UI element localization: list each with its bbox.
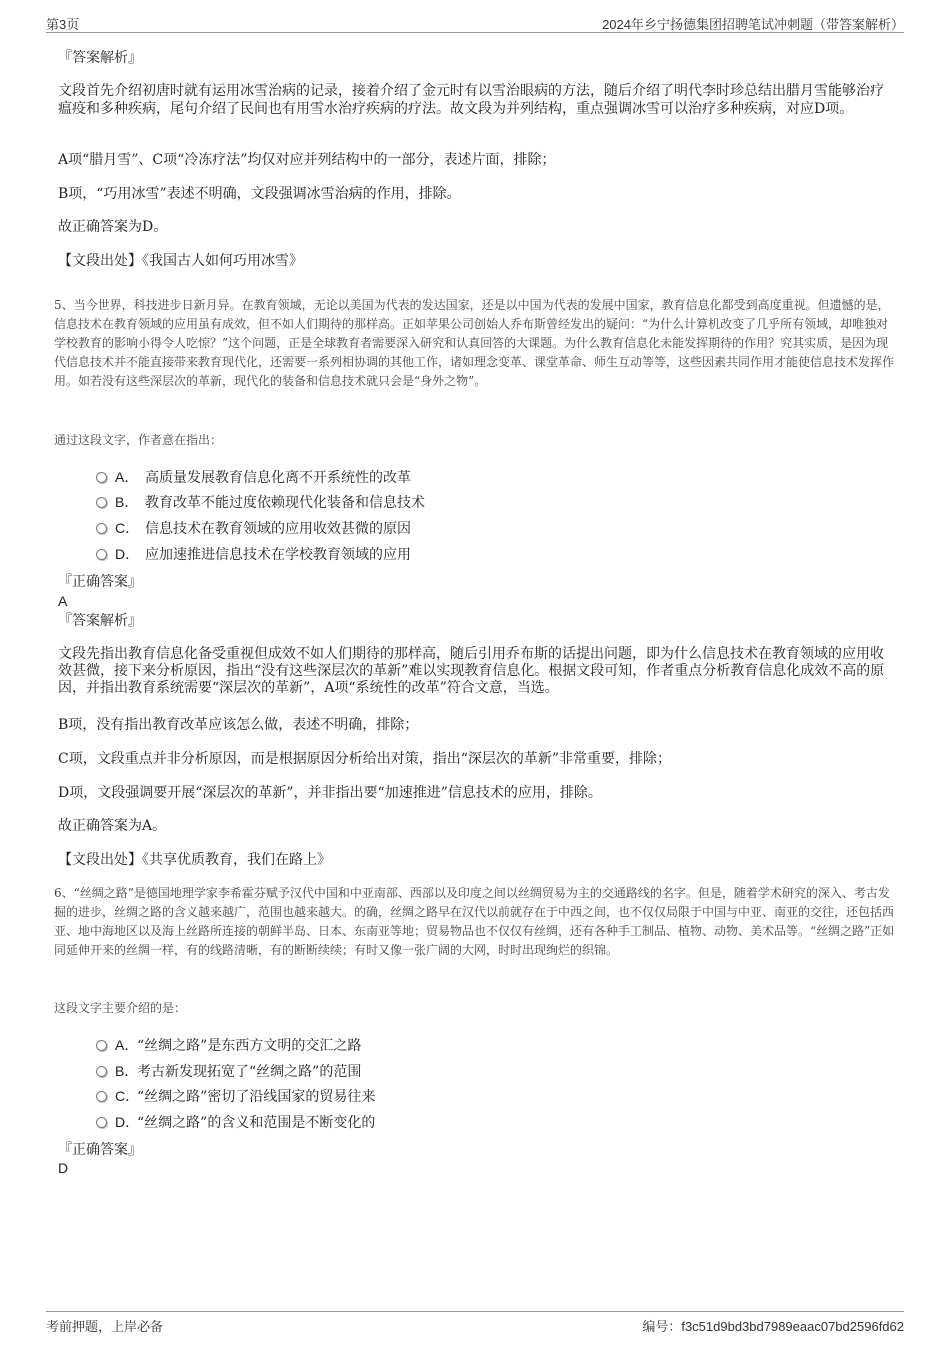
radio-icon[interactable] bbox=[96, 549, 107, 560]
analysis-note-b: B项，没有指出教育改革应该怎么做，表述不明确，排除； bbox=[58, 717, 419, 733]
analysis-heading: 『答案解析』 bbox=[58, 50, 142, 66]
question-5-option-b[interactable]: B． 教育改革不能过度依赖现代化装备和信息技术 bbox=[96, 493, 425, 512]
radio-icon[interactable] bbox=[96, 1066, 107, 1077]
page-number: 第3页 bbox=[46, 17, 80, 32]
question-6-stem: 6、“丝绸之路”是德国地理学家李希霍芬赋予汉代中国和中亚南部、西部以及印度之间以丝绸贸易为主的交通路线的名字。但是，随着学术研究的深入、考古发掘的进步，丝绸之路的含义越来越广，范围也越来越大。的确，丝绸之路早在汉代以前就存在于中西之间，也不仅仅局限于中国与中亚、南亚的交往，还包括西亚、地中海地区以及海上丝路所连接的朝鲜半岛、日本、东南亚等地；贸易物品也不仅仅有丝绸，还有各种手工制品、植物、动物、美术品等。“丝绸之路”正如同延伸开来的丝绸一样，有的线路清晰，有的断断续续；有时又像一张广阔的大网，时时出现绚烂的织锦。 bbox=[54, 886, 895, 957]
source-citation: 【文段出处】《共享优质教育，我们在路上》 bbox=[58, 852, 331, 868]
page-header bbox=[46, 14, 904, 33]
conclusion: 故正确答案为A。 bbox=[58, 818, 167, 834]
question-5-option-a[interactable]: A． 高质量发展教育信息化离不开系统性的改革 bbox=[96, 468, 411, 487]
question-5-option-d[interactable]: D． 应加速推进信息技术在学校教育领域的应用 bbox=[96, 545, 411, 564]
footer-slogan: 考前押题，上岸必备 bbox=[46, 1319, 164, 1334]
question-6-option-d[interactable]: D．“丝绸之路”的含义和范围是不断变化的 bbox=[96, 1113, 375, 1132]
question-6-option-c[interactable]: C．“丝绸之路”密切了沿线国家的贸易往来 bbox=[96, 1087, 375, 1106]
question-5-prompt: 通过这段文字，作者意在指出： bbox=[54, 433, 223, 447]
analysis-note-a-c: A项“腊月雪”、C项“冷冻疗法”均仅对应并列结构中的一部分，表述片面，排除； bbox=[58, 152, 556, 168]
analysis-heading: 『答案解析』 bbox=[58, 613, 142, 629]
source-citation: 【文段出处】《我国古人如何巧用冰雪》 bbox=[58, 253, 303, 269]
document-title: 2024年乡宁扬德集团招聘笔试冲刺题（带答案解析） bbox=[602, 17, 904, 32]
answer-heading: 『正确答案』 bbox=[58, 574, 142, 590]
question-5-option-c[interactable]: C． 信息技术在教育领域的应用收效甚微的原因 bbox=[96, 519, 411, 538]
correct-answer: D bbox=[58, 1160, 69, 1176]
analysis-paragraph: 文段先指出教育信息化备受重视但成效不如人们期待的那样高，随后引用乔布斯的话提出问题，即为什么信息技术在教育领域的应用收效甚微，接下来分析原因，指出“没有这些深层次的革新”难以实现教育信息化。根据文段可知，作者重点分析教育信息化成效不高的原因，并指出教育系统需要“深层次的革新”，A项“系统性的改革”符合文意，当选。 bbox=[58, 646, 885, 696]
question-5-stem: 5、当今世界，科技进步日新月异。在教育领域，无论以美国为代表的发达国家，还是以中国为代表的发展中国家，教育信息化都受到高度重视。但遗憾的是，信息技术在教育领域的应用虽有成效，但不如人们期待的那样高。正如苹果公司创始人乔布斯曾经发出的疑问：“为什么计算机改变了几乎所有领域，却唯独对学校教育的影响小得令人吃惊？”这个问题，正是全球教育者需要深入研究和认真回答的大课题。为什么教育信息化未能发挥期待的作用？究其实质，是因为现代信息技术并不能直接带来教育现代化，还需要一系列相协调的其他工作，诸如理念变革、课堂革命、师生互动等等，这些因素共同作用才能使信息技术发挥作用。如若没有这些深层次的革新，现代化的装备和信息技术就只会是“身外之物”。 bbox=[54, 298, 895, 388]
analysis-note-d: D项，文段强调要开展“深层次的革新”，并非指出要“加速推进”信息技术的应用，排除。 bbox=[58, 785, 602, 801]
question-6-option-b[interactable]: B．考古新发现拓宽了“丝绸之路”的范围 bbox=[96, 1062, 361, 1081]
correct-answer: A bbox=[58, 593, 68, 609]
page-footer bbox=[46, 1311, 904, 1334]
radio-icon[interactable] bbox=[96, 472, 107, 483]
radio-icon[interactable] bbox=[96, 1091, 107, 1102]
question-6-option-a[interactable]: A．“丝绸之路”是东西方文明的交汇之路 bbox=[96, 1036, 361, 1055]
analysis-note-b: B项，“巧用冰雪”表述不明确，文段强调冰雪治病的作用，排除。 bbox=[58, 186, 461, 202]
analysis-note-c: C项，文段重点并非分析原因，而是根据原因分析给出对策，指出“深层次的革新”非常重要，排除； bbox=[58, 751, 672, 767]
conclusion: 故正确答案为D。 bbox=[58, 219, 168, 235]
radio-icon[interactable] bbox=[96, 497, 107, 508]
analysis-paragraph: 文段首先介绍初唐时就有运用冰雪治病的记录，接着介绍了金元时有以雪治眼病的方法，随后介绍了明代李时珍总结出腊月雪能够治疗瘟疫和多种疾病，尾句介绍了民间也有用雪水治疗疾病的疗法。故文段为并列结构，重点强调冰雪可以治疗多种疾病，对应D项。 bbox=[58, 83, 884, 117]
document-code: 编号：f3c51d9bd3bd7989eaac07bd2596fd62 bbox=[642, 1319, 904, 1334]
answer-heading: 『正确答案』 bbox=[58, 1142, 142, 1158]
radio-icon[interactable] bbox=[96, 523, 107, 534]
question-6-prompt: 这段文字主要介绍的是： bbox=[54, 1001, 187, 1015]
radio-icon[interactable] bbox=[96, 1117, 107, 1128]
radio-icon[interactable] bbox=[96, 1040, 107, 1051]
